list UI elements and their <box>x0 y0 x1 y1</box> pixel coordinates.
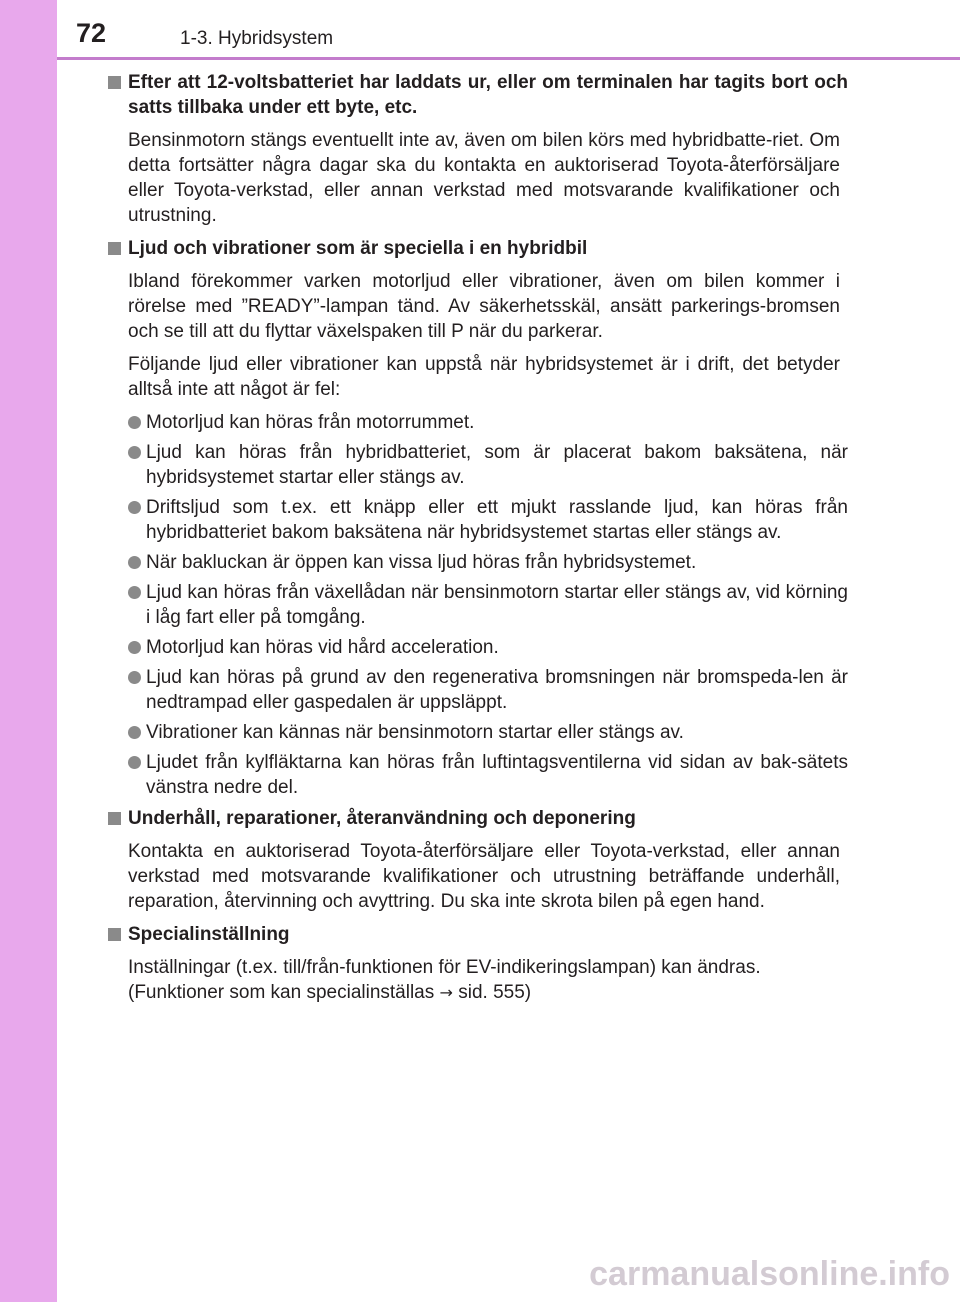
list-item: Vibrationer kan kännas när bensinmotorn startar eller stängs av. <box>108 720 848 745</box>
square-bullet-icon <box>108 242 121 255</box>
round-bullet-icon <box>128 416 141 429</box>
paragraph: Kontakta en auktoriserad Toyota-återförsäljare eller Toyota-verkstad, eller annan verkstad med motsvarande kvalifikationer och utrustning beträffande underhåll, reparation, återvinning och avyttring. Du ska inte skrota bilen på egen hand. <box>128 841 840 912</box>
list-item: Motorljud kan höras från motorrummet. <box>108 410 848 435</box>
paragraph: Inställningar (t.ex. till/från-funktionen för EV-indikeringslampan) kan ändras. (Funktioner som kan specialinställas → sid. 555) <box>128 957 761 1003</box>
list-item: Ljudet från kylfläktarna kan höras från luftintagsventilerna vid sidan av bak-sätets vänstra nedre del. <box>108 750 848 800</box>
watermark: carmanualsonline.info <box>589 1255 950 1293</box>
list-item: Ljud kan höras från växellådan när bensinmotorn startar eller stängs av, vid körning i låg fart eller på tomgång. <box>108 580 848 630</box>
arrow-right-icon: → <box>439 983 453 1002</box>
section-customization <box>108 922 848 1005</box>
square-bullet-icon <box>108 928 121 941</box>
section-noise-vibration <box>108 236 848 800</box>
paragraph: Bensinmotorn stängs eventuellt inte av, även om bilen körs med hybridbatte-riet. Om detta fortsätter några dagar ska du kontakta en auktoriserad Toyota-återförsäljare eller Toyota-verkstad, eller annan verkstad med motsvarande kvalifikationer och utrustning. <box>128 130 840 226</box>
round-bullet-icon <box>128 556 141 569</box>
round-bullet-icon <box>128 641 141 654</box>
list-item: Ljud kan höras från hybridbatteriet, som är placerat bakom baksätena, när hybridsystemet startar eller stängs av. <box>108 440 848 490</box>
section-maintenance <box>108 806 848 914</box>
list-item: När bakluckan är öppen kan vissa ljud höras från hybridsystemet. <box>108 550 848 575</box>
round-bullet-icon <box>128 586 141 599</box>
section-heading: Efter att 12-voltsbatteriet har laddats ur, eller om terminalen har tagits bort och satts tillbaka under ett byte, etc. <box>108 70 848 120</box>
round-bullet-icon <box>128 501 141 514</box>
chapter-sidebar-tab <box>0 0 57 1302</box>
page-number: 72 <box>76 18 107 48</box>
round-bullet-icon <box>128 446 141 459</box>
section-battery <box>108 70 848 228</box>
list-item: Ljud kan höras på grund av den regenerativa bromsningen när bromspeda-len är nedtrampad eller gaspedalen är uppsläppt. <box>108 665 848 715</box>
section-heading: Specialinställning <box>108 922 848 947</box>
list-item: Motorljud kan höras vid hård acceleration. <box>108 635 848 660</box>
section-title: 1-3. Hybridsystem <box>180 28 334 49</box>
round-bullet-icon <box>128 726 141 739</box>
square-bullet-icon <box>108 812 121 825</box>
round-bullet-icon <box>128 756 141 769</box>
paragraph: Ibland förekommer varken motorljud eller vibrationer, även om bilen kommer i rörelse med ”READY”-lampan tänd. Av säkerhetsskäl, ansätt parkerings-bromsen och se till att du flyttar växelspaken till P när du parkerar. <box>128 271 840 342</box>
square-bullet-icon <box>108 76 121 89</box>
header-rule <box>57 57 960 60</box>
section-heading: Ljud och vibrationer som är speciella i en hybridbil <box>108 236 848 261</box>
page-reference: (Funktioner som kan specialinställas → sid. 555) <box>128 982 532 1003</box>
list-item: Driftsljud som t.ex. ett knäpp eller ett mjukt rasslande ljud, kan höras från hybridbatteriet bakom baksätena när hybridsystemet startas eller stängs av. <box>108 495 848 545</box>
paragraph: Följande ljud eller vibrationer kan uppstå när hybridsystemet är i drift, det betyder alltså inte att något är fel: <box>128 354 840 400</box>
section-heading: Underhåll, reparationer, återanvändning och deponering <box>108 806 848 831</box>
round-bullet-icon <box>128 671 141 684</box>
page-content <box>108 70 848 1011</box>
